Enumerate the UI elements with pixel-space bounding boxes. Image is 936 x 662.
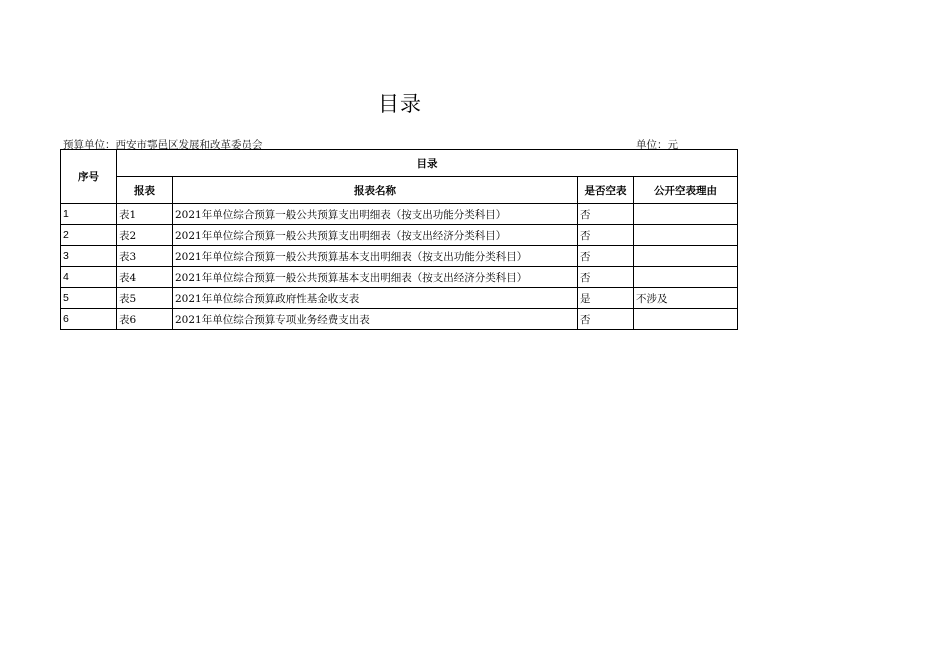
cell-empty: 否 [578, 267, 634, 288]
cell-seq: 1 [61, 204, 117, 225]
cell-sheet: 表4 [117, 267, 173, 288]
cell-sheet: 表1 [117, 204, 173, 225]
cell-reason: 不涉及 [634, 288, 738, 309]
cell-sheet: 表2 [117, 225, 173, 246]
header-seq: 序号 [61, 150, 117, 204]
header-row-group [61, 150, 738, 177]
currency-unit-label: 单位：元 [636, 139, 678, 151]
header-row-columns [61, 177, 738, 204]
cell-name: 2021年单位综合预算一般公共预算支出明细表（按支出经济分类科目） [173, 225, 578, 246]
table-row [61, 225, 738, 246]
cell-seq: 2 [61, 225, 117, 246]
cell-empty: 否 [578, 246, 634, 267]
table-row [61, 267, 738, 288]
cell-reason [634, 246, 738, 267]
header-group: 目录 [117, 150, 738, 177]
cell-reason [634, 204, 738, 225]
cell-sheet: 表3 [117, 246, 173, 267]
cell-sheet: 表6 [117, 309, 173, 330]
cell-empty: 否 [578, 309, 634, 330]
cell-empty: 否 [578, 204, 634, 225]
cell-seq: 4 [61, 267, 117, 288]
header-name: 报表名称 [173, 177, 578, 204]
cell-seq: 5 [61, 288, 117, 309]
cell-seq: 3 [61, 246, 117, 267]
cell-name: 2021年单位综合预算专项业务经费支出表 [173, 309, 578, 330]
header-sheet: 报表 [117, 177, 173, 204]
cell-name: 2021年单位综合预算政府性基金收支表 [173, 288, 578, 309]
cell-name: 2021年单位综合预算一般公共预算支出明细表（按支出功能分类科目） [173, 204, 578, 225]
table-row [61, 204, 738, 225]
table-row [61, 246, 738, 267]
budget-unit-label: 预算单位：西安市鄠邑区发展和改革委员会 [63, 139, 263, 151]
table-row [61, 288, 738, 309]
cell-name: 2021年单位综合预算一般公共预算基本支出明细表（按支出功能分类科目） [173, 246, 578, 267]
table-row [61, 309, 738, 330]
cell-seq: 6 [61, 309, 117, 330]
cell-name: 2021年单位综合预算一般公共预算基本支出明细表（按支出经济分类科目） [173, 267, 578, 288]
cell-empty: 否 [578, 225, 634, 246]
catalog-table [60, 149, 738, 330]
cell-reason [634, 267, 738, 288]
cell-reason [634, 225, 738, 246]
header-reason: 公开空表理由 [634, 177, 738, 204]
cell-reason [634, 309, 738, 330]
page-title: 目录 [378, 92, 422, 116]
header-empty: 是否空表 [578, 177, 634, 204]
cell-sheet: 表5 [117, 288, 173, 309]
cell-empty: 是 [578, 288, 634, 309]
